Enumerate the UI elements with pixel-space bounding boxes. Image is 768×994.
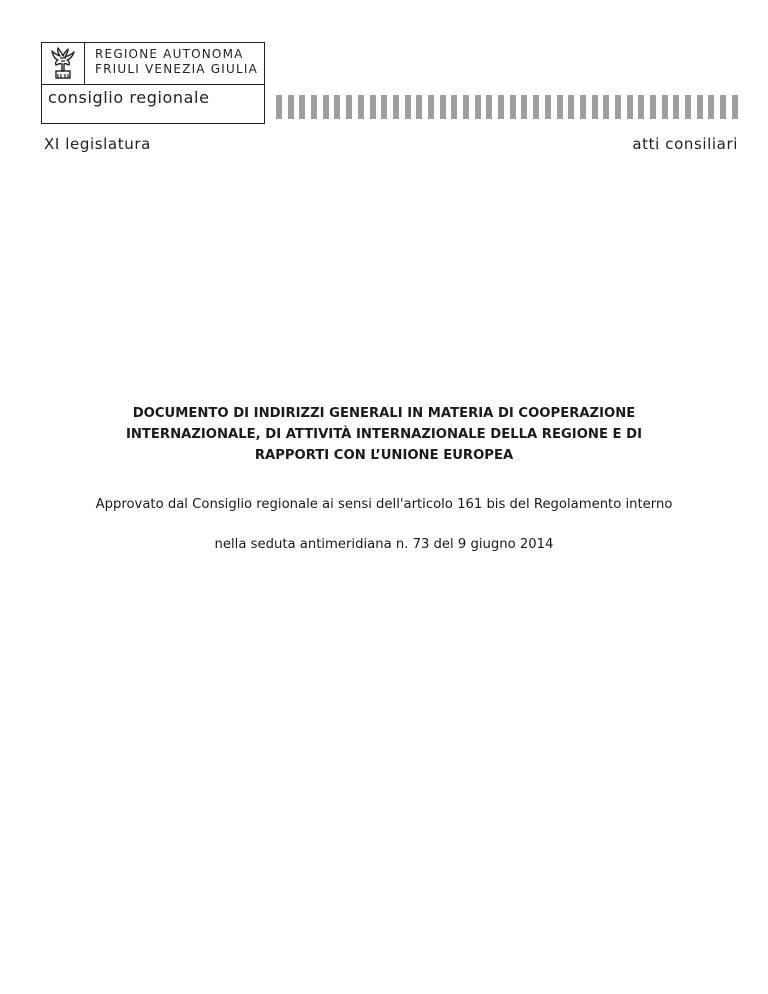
- stripe: [557, 95, 563, 119]
- logo-top-row: [42, 43, 264, 85]
- stripe: [334, 95, 340, 119]
- stripe: [323, 95, 329, 119]
- region-name-line-2: FRIULI VENEZIA GIULIA: [95, 62, 258, 76]
- stripe: [440, 95, 446, 119]
- document-title-line: DOCUMENTO DI INDIRIZZI GENERALI IN MATERIA DI COOPERAZIONE: [132, 406, 636, 421]
- stripe: [697, 95, 703, 119]
- document-title-line: RAPPORTI CON L’UNIONE EUROPEA: [254, 448, 514, 463]
- eagle-emblem-icon: [49, 47, 77, 80]
- logo-mark-cell: [42, 43, 85, 84]
- stripe: [568, 95, 574, 119]
- stripe: [393, 95, 399, 119]
- stripe: [370, 95, 376, 119]
- stripe: [428, 95, 434, 119]
- stripe: [627, 95, 633, 119]
- stripe: [545, 95, 551, 119]
- region-name-line-1: REGIONE AUTONOMA: [95, 47, 244, 61]
- stripe: [299, 95, 305, 119]
- region-name: [95, 47, 258, 77]
- stripe: [288, 95, 294, 119]
- stripe: [311, 95, 317, 119]
- stripe: [381, 95, 387, 119]
- session-statement: nella seduta antimeridiana n. 73 del 9 giugno 2014: [214, 537, 554, 552]
- stripe: [673, 95, 679, 119]
- stripe: [463, 95, 469, 119]
- stripe: [662, 95, 668, 119]
- legislature-label: XI legislatura: [44, 135, 151, 153]
- stripe: [685, 95, 691, 119]
- approval-statement: Approvato dal Consiglio regionale ai sensi dell'articolo 161 bis del Regolamento interno: [95, 497, 673, 512]
- stripe: [720, 95, 726, 119]
- council-name: consiglio regionale: [48, 88, 210, 107]
- stripe: [416, 95, 422, 119]
- stripe: [510, 95, 516, 119]
- stripe: [580, 95, 586, 119]
- institution-logo-box: [41, 42, 265, 124]
- stripe: [533, 95, 539, 119]
- stripe: [498, 95, 504, 119]
- stripe: [708, 95, 714, 119]
- stripe: [603, 95, 609, 119]
- stripe: [650, 95, 656, 119]
- stripe: [486, 95, 492, 119]
- stripe: [405, 95, 411, 119]
- stripe: [475, 95, 481, 119]
- document-title-line: INTERNAZIONALE, DI ATTIVITÀ INTERNAZIONALE DELLA REGIONE E DI: [125, 427, 642, 442]
- stripe: [615, 95, 621, 119]
- stripe: [451, 95, 457, 119]
- stripe: [732, 95, 738, 119]
- stripe: [346, 95, 352, 119]
- decorative-stripe-bar: [276, 95, 738, 119]
- document-title: [80, 403, 688, 466]
- stripe: [358, 95, 364, 119]
- section-label: atti consiliari: [632, 135, 738, 153]
- stripe: [638, 95, 644, 119]
- stripe: [592, 95, 598, 119]
- stripe: [521, 95, 527, 119]
- stripe: [276, 95, 282, 119]
